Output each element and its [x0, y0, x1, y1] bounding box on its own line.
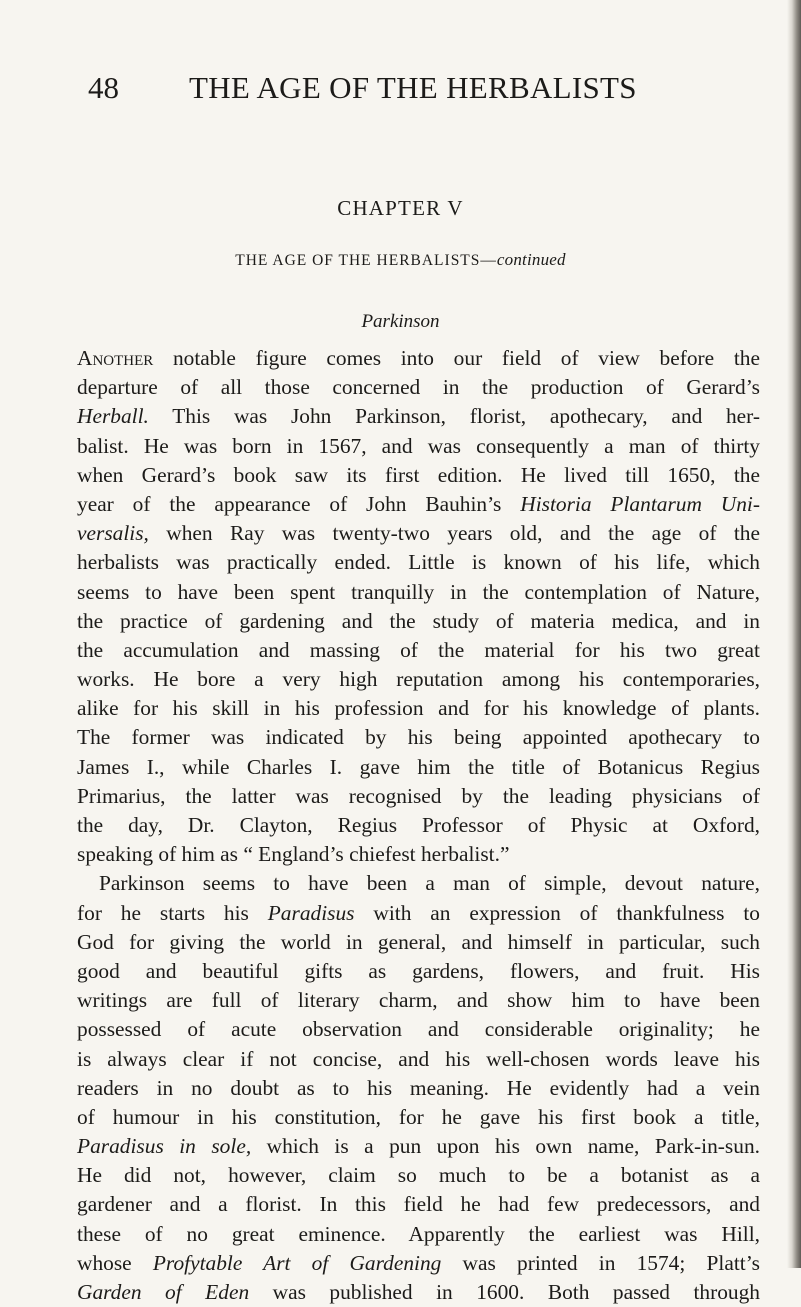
- text-line: [77, 782, 760, 811]
- text-line: [77, 1103, 760, 1132]
- text-segment: Herball.: [77, 404, 149, 429]
- text-line: [77, 1220, 760, 1249]
- text-segment: when Gerard’s book saw its first edition. He lived till 1650, the: [77, 462, 760, 487]
- text-segment: of humour in his constitution, for he gave his first book a title,: [77, 1104, 760, 1129]
- body-text: [77, 344, 760, 1307]
- text-segment: when Ray was twenty-two years old, and the age of the: [148, 521, 760, 546]
- text-segment: is always clear if not concise, and his well-chosen words leave his: [77, 1046, 760, 1071]
- text-line: [77, 607, 760, 636]
- text-segment: the day, Dr. Clayton, Regius Professor of Physic at Oxford,: [77, 813, 760, 837]
- text-segment: speaking of him as “ England’s chiefest herbalist.”: [77, 842, 510, 867]
- text-segment: alike for his skill in his profession and for his knowledge of plants.: [77, 696, 760, 721]
- text-segment: Another: [77, 346, 154, 370]
- text-line: [77, 928, 760, 957]
- text-line: [77, 869, 760, 898]
- text-line: [77, 1074, 760, 1103]
- text-segment: Paradisus: [267, 900, 355, 925]
- text-segment: works. He bore a very high reputation among his contemporaries,: [77, 667, 760, 692]
- page-number: 48: [88, 70, 119, 105]
- text-line: [77, 548, 760, 577]
- text-segment: these of no great eminence. Apparently the earliest was Hill,: [77, 1221, 760, 1246]
- text-segment: Garden of Eden: [77, 1280, 250, 1304]
- text-segment: possessed of acute observation and considerable originality; he: [77, 1017, 760, 1042]
- text-line: [77, 344, 760, 373]
- chapter-subtitle: [0, 250, 801, 270]
- text-segment: He did not, however, claim so much to be a botanist as a: [77, 1163, 760, 1188]
- running-title: THE AGE OF THE HERBALISTS: [189, 70, 637, 105]
- running-header: [88, 66, 708, 110]
- text-line: [77, 1045, 760, 1074]
- text-segment: balist. He was born in 1567, and was consequently a man of thirty: [77, 433, 760, 458]
- text-segment: with an expression of thankfulness to: [354, 900, 761, 925]
- text-segment: Profytable Art of Gardening: [152, 1250, 442, 1275]
- text-line: [77, 723, 760, 752]
- text-segment: departure of all those concerned in the production of Gerard’s: [77, 375, 760, 400]
- text-segment: herbalists was practically ended. Little is known of his life, which: [77, 550, 760, 575]
- text-segment: for he starts his: [77, 900, 268, 925]
- subtitle-dash: —: [480, 252, 497, 269]
- text-segment: good and beautiful gifts as gardens, flowers, and fruit. His: [77, 958, 760, 983]
- text-line: [77, 811, 760, 840]
- text-line: [77, 1278, 760, 1307]
- page-edge-shadow: [787, 0, 801, 1268]
- text-segment: notable figure comes into our field of view before the: [153, 346, 760, 370]
- text-segment: God for giving the world in general, and himself in particular, such: [77, 929, 760, 954]
- text-line: [77, 986, 760, 1015]
- text-segment: Primarius, the latter was recognised by the leading physicians of: [77, 783, 760, 808]
- subtitle-continued: continued: [496, 250, 566, 269]
- text-line: [77, 1132, 760, 1161]
- text-line: [77, 490, 760, 519]
- chapter-heading: CHAPTER V: [337, 196, 464, 220]
- text-line: [77, 694, 760, 723]
- text-line: [77, 1249, 760, 1278]
- text-line: [77, 1161, 760, 1190]
- text-line: [77, 899, 760, 928]
- text-line: [77, 402, 760, 431]
- subtitle-caps: THE AGE OF THE HERBALISTS: [235, 252, 481, 269]
- text-segment: versalis,: [77, 521, 149, 546]
- text-line: [77, 957, 760, 986]
- text-line: [77, 1015, 760, 1044]
- section-title: Parkinson: [361, 311, 440, 332]
- text-line: [77, 665, 760, 694]
- text-line: [77, 636, 760, 665]
- text-segment: readers in no doubt as to his meaning. He evidently had a vein: [77, 1075, 760, 1100]
- text-line: [77, 432, 760, 461]
- text-segment: the practice of gardening and the study of materia medica, and in: [77, 608, 760, 633]
- text-segment: Historia Plantarum Uni-: [520, 491, 761, 516]
- text-line: [77, 753, 760, 782]
- text-segment: was published in 1600. Both passed through: [249, 1280, 760, 1304]
- text-segment: whose: [77, 1250, 153, 1275]
- text-segment: writings are full of literary charm, and show him to have been: [77, 988, 760, 1013]
- text-segment: This was John Parkinson, florist, apothecary, and her-: [148, 404, 760, 429]
- text-line: [77, 840, 760, 869]
- text-segment: seems to have been spent tranquilly in the contemplation of Nature,: [77, 579, 760, 604]
- text-line: [77, 578, 760, 607]
- text-segment: the accumulation and massing of the material for his two great: [77, 637, 760, 662]
- text-line: [77, 461, 760, 490]
- text-segment: James I., while Charles I. gave him the title of Botanicus Regius: [77, 754, 760, 779]
- text-segment: was printed in 1574; Platt’s: [441, 1250, 760, 1275]
- text-segment: which is a pun upon his own name, Park-in-sun.: [251, 1134, 760, 1159]
- text-segment: gardener and a florist. In this field he had few predecessors, and: [77, 1192, 760, 1217]
- text-line: [77, 519, 760, 548]
- text-segment: Paradisus in sole,: [77, 1134, 252, 1159]
- text-line: [77, 373, 760, 402]
- text-segment: year of the appearance of John Bauhin’s: [77, 491, 521, 516]
- text-line: [77, 1190, 760, 1219]
- text-segment: Parkinson seems to have been a man of simple, devout nature,: [99, 871, 760, 896]
- text-segment: The former was indicated by his being appointed apothecary to: [77, 725, 760, 750]
